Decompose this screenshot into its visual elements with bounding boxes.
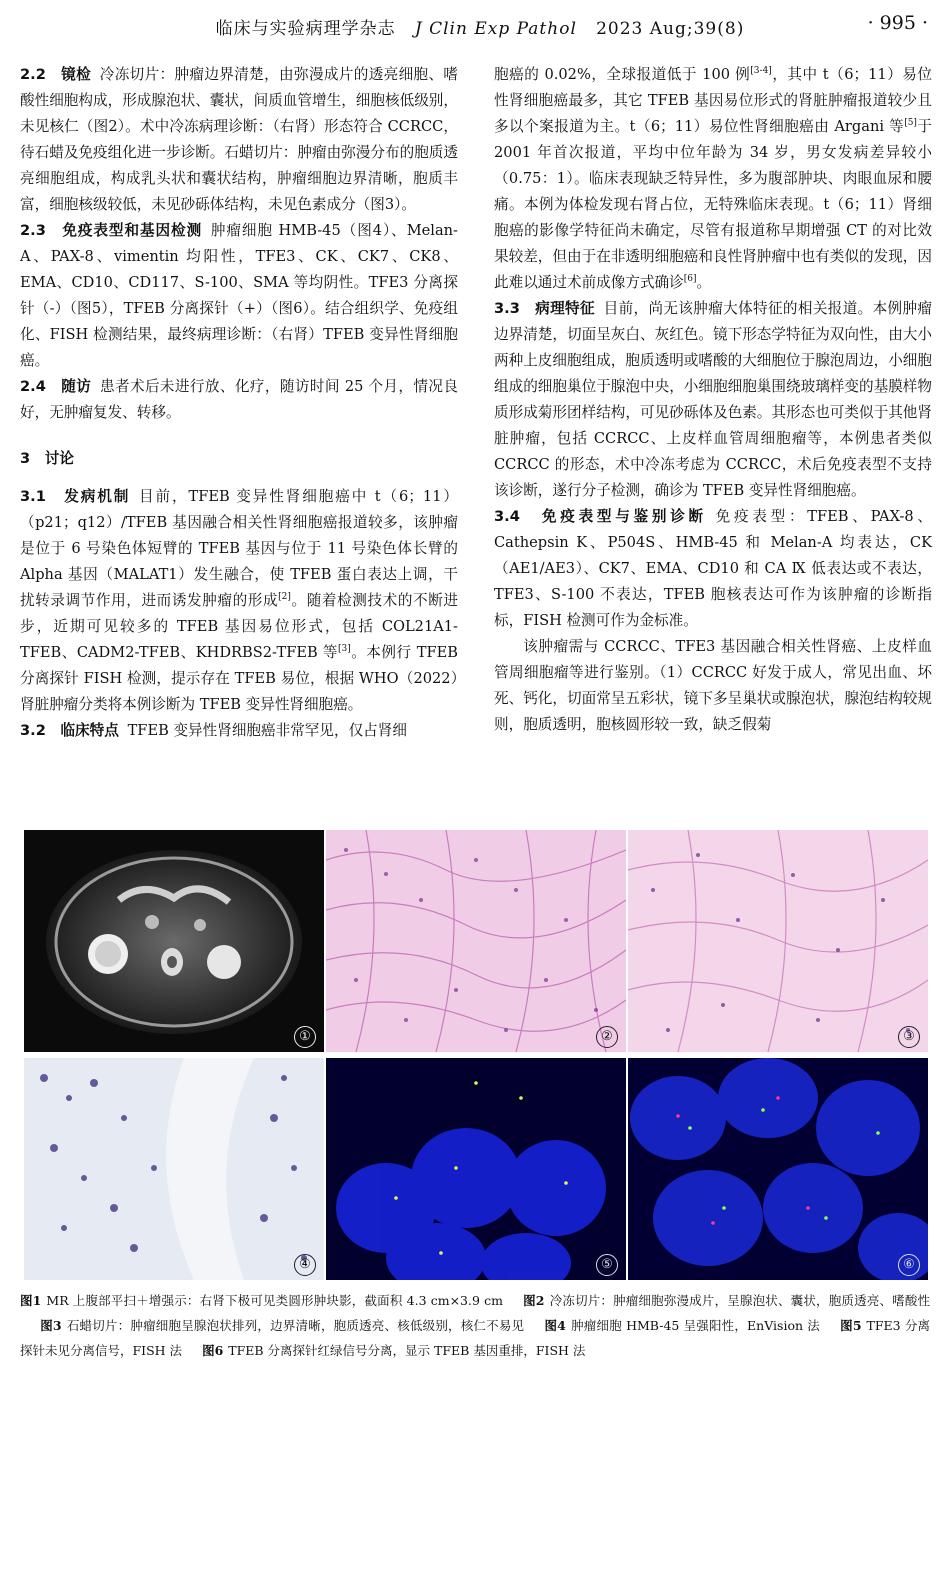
section-heading: 3.1 发病机制 [20,488,131,505]
right-column [494,62,932,738]
section-body: 。 [696,274,712,291]
panel-number: ⑥ [898,1254,920,1276]
figure-1-mr-image [24,830,324,1052]
section-body: 胞癌的 0.02%，全球报道低于 100 例 [494,66,751,83]
journal-title-cn: 临床与实验病理学杂志 [215,19,396,39]
caption-label: 图2 [522,1293,545,1308]
journal-running-head [200,14,760,39]
ihc-stain-graphic [24,1058,324,1280]
section-body: ，其中 t（6；11）易位性肾细胞癌最多，其它 TFEB 基因易位形式的肾脏肿瘤报道较少且多以个案报道为主。t（6；11）易位性肾细胞癌由 Argani 等 [494,66,933,135]
section-3-4 [494,504,932,634]
panel-number: ④ [294,1254,316,1276]
figure-2-frozen-section [326,830,626,1052]
section-heading: 3.2 临床特点 [20,722,119,739]
caption-text: 肿瘤细胞 HMB-45 呈强阳性，EnVision 法 [570,1318,820,1333]
histology-pink-graphic [628,830,928,1052]
section-3-2-start [20,718,458,744]
left-column [20,62,458,744]
section-body: 冷冻切片：肿瘤边界清楚，由弥漫成片的透亮细胞、嗜酸性细胞构成，形成腺泡状、囊状，间质血管增生，细胞核低级别，未见核仁（图2）。术中冷冻病理诊断：（右肾）形态符合 CCRCC，待石蜡及免疫组化进一步诊断。石蜡切片：肿瘤由弥漫分布的胞质透亮细胞组成，构成乳头状和囊状结构，肿瘤细胞边界清晰，胞质丰富，细胞核级较低，未见砂砾体结构，未见色素成分（图3）。 [20,66,458,213]
section-body: 目前，尚无该肿瘤大体特征的相关报道。本例肿瘤边界清楚，切面呈灰白、灰红色。镜下形态学特征为双向性，由大小两种上皮细胞组成，胞质透明或嗜酸的大细胞位于腺泡周边，小细胞组成的细胞巢位于腺泡中央，小细胞细胞巢围绕玻璃样变的基膜样物质形成菊形团样结构，可见砂砾体及色素。其形态也可类似于其他肾脏肿瘤，包括 CCRCC、上皮样血管周细胞瘤等，本例患者类似 CCRCC 的形态，术中冷冻考虑为 CCRCC，术后免疫表型不支持该诊断，遂行分子检测，确诊为 TFEB 变异性肾细胞癌。 [494,300,932,499]
figure-4-hmb45-ihc [24,1058,324,1280]
caption-text: MR 上腹部平扫＋增强示：右肾下极可见类圆形肿块影，截面积 4.3 cm×3.9 cm [46,1293,503,1308]
citation: [3] [337,644,351,655]
panel-number: ① [294,1026,316,1048]
caption-text: 冷冻切片：肿瘤细胞弥漫成片，呈腺泡状、囊状，胞质透亮、嗜酸性 [549,1293,931,1308]
section-3-2-cont [494,62,932,296]
mr-scan-graphic [24,830,324,1052]
section-heading: 2.2 镜检 [20,66,92,83]
section-heading: 2.4 随访 [20,378,92,395]
caption-text: TFE3 分离探针未见分离信号，FISH 法 [20,1318,931,1358]
caption-label: 图3 [40,1318,62,1333]
panel-number: ② [596,1026,618,1048]
section-body: 免疫表型：TFEB、PAX-8、Cathepsin K、P504S、HMB-45 和 Melan-A 均表达，CK（AE1/AE3）、CK7、EMA、CD10 和 CA Ⅸ 低表达或不表达，TFE3、S-100 不表达，TFEB 胞核表达可作为该肿瘤的诊断指标，FISH 检测可作为金标准。 [494,508,932,629]
section-2-2 [20,62,458,218]
histology-pink-graphic [326,830,626,1052]
section-body: 肿瘤细胞 HMB-45（图4）、Melan-A、PAX-8、vimentin 均阳性，TFE3、CK、CK7、CK8、EMA、CD10、CD117、S-100、SMA 等均阴性。TFE3 分离探针（-）（图5），TFEB 分离探针（+）（图6）。结合组织学、免疫组化、FISH 检测结果，最终病理诊断：（右肾）TFEB 变异性肾细胞癌。 [20,222,458,369]
panel-number: ③ [898,1026,920,1048]
caption-label: 图6 [202,1343,224,1358]
panel-number: ⑤ [596,1254,618,1276]
section-3-3 [494,296,932,504]
figure-grid [24,830,930,1582]
page-number: · 995 · [867,12,928,34]
page-header [0,0,950,48]
citation: [5] [904,118,917,129]
caption-text: TFEB 分离探针红绿信号分离，显示 TFEB 基因重排，FISH 法 [228,1343,586,1358]
section-heading: 3.4 免疫表型与鉴别诊断 [494,508,707,525]
section-body: 于 2001 年首次报道，平均中位年龄为 34 岁，男女发病差异较小（0.75：1）。临床表现缺乏特异性，多为腹部肿块、肉眼血尿和腰痛。本例为体检发现右肾占位，无特殊临床表现。t（6；11）肾细胞癌的影像学特征尚未确定，尽管有报道称早期增强 CT 的对比效果较差，但由于在非透明细胞癌和良性肾肿瘤中也有类似的发现，因此难以通过术前成像方式确诊 [494,118,932,291]
section-heading: 2.3 免疫表型和基因检测 [20,222,203,239]
caption-text: 石蜡切片：肿瘤细胞呈腺泡状排列，边界清晰，胞质透亮、核低级别，核仁不易见 [66,1318,525,1333]
figure-3-paraffin-section [628,830,928,1052]
section-3-1 [20,484,458,718]
section-body: TFEB 变异性肾细胞癌非常罕见，仅占肾细 [127,722,407,739]
fish-graphic [326,1058,626,1280]
figure-6-tfeb-fish [628,1058,928,1280]
caption-label: 图4 [544,1318,566,1333]
citation: [2] [278,592,291,603]
caption-label: 图5 [839,1318,862,1333]
figure-captions [20,1288,930,1363]
section-2-3 [20,218,458,374]
section-3-4-para2: 该肿瘤需与 CCRCC、TFE3 基因融合相关性肾癌、上皮样血管周细胞瘤等进行鉴别。（1）CCRCC 好发于成人，常见出血、坏死、钙化，切面常呈五彩状，镜下多呈巢状或腺泡状，腺泡结构较规则，胞质透明，胞核圆形较一致，缺乏假菊 [494,638,932,733]
issue-info: 2023 Aug;39(8) [596,19,745,39]
section-heading: 3.3 病理特征 [494,300,595,317]
journal-title-en: J Clin Exp Pathol [414,19,577,39]
section-body: 患者术后未进行放、化疗，随访时间 25 个月，情况良好，无肿瘤复发、转移。 [20,378,458,421]
citation: [6] [683,274,697,285]
section-body: 目前，TFEB 变异性肾细胞癌中 t（6；11）（p21；q12）/TFEB 基因融合相关性肾细胞癌报道较多，该肿瘤是位于 6 号染色体短臂的 TFEB 基因与位于 11 号染色体长臂的 Alpha 基因（MALAT1）发生融合，使 TFEB 蛋白表达上调，干扰转录调节作用，进而诱发肿瘤的形成 [20,488,458,609]
section-body: 。随着检测技术的不断进步，近期可见较多的 TFEB 基因易位形式，包括 COL21A1-TFEB、CADM2-TFEB、KHDRBS2-TFEB 等 [20,592,458,661]
chapter-heading: 3 讨论 [20,450,74,467]
figure-5-tfe3-fish [326,1058,626,1280]
citation: [3-4] [750,66,772,77]
caption-label: 图1 [20,1293,42,1308]
section-body: 。本例行 TFEB 分离探针 FISH 检测，提示存在 TFEB 易位，根据 WHO（2022）肾脏肿瘤分类将本例诊断为 TFEB 变异性肾细胞癌。 [20,644,458,713]
section-2-4 [20,374,458,426]
fish-graphic [628,1058,928,1280]
